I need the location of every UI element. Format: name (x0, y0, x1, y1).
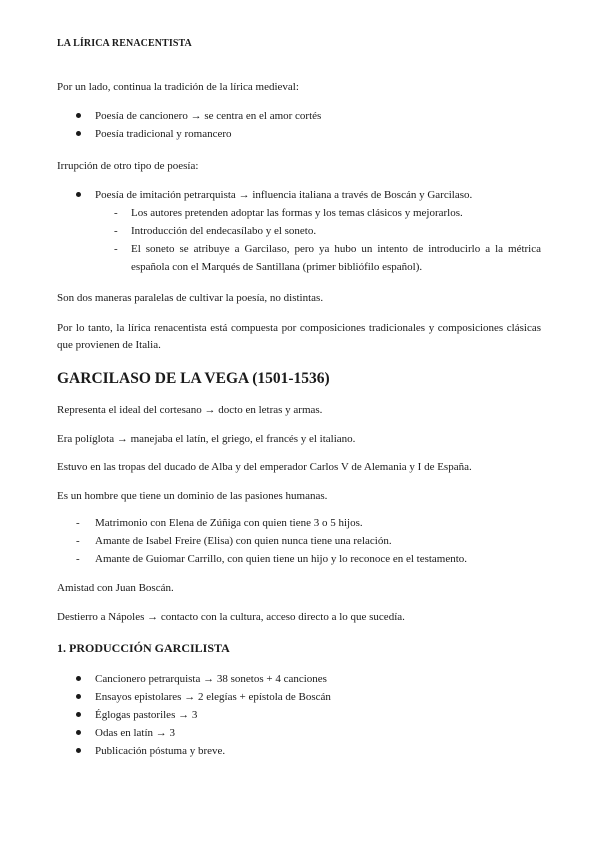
list-item: Poesía de imitación petrarquista → influencia italiana a través de Boscán y Garcilaso. (95, 189, 473, 201)
paragraph: Son dos maneras paralelas de cultivar la poesía, no distintas. (57, 292, 324, 304)
subsection-heading: 1. PRODUCCIÓN GARCILISTA (57, 641, 230, 655)
dash-bullet-icon: - (76, 553, 80, 565)
section-heading: GARCILASO DE LA VEGA (1501-1536) (57, 370, 330, 387)
page-title: LA LÍRICA RENACENTISTA (57, 38, 192, 49)
dash-bullet-icon: - (76, 517, 80, 529)
dash-bullet-icon: - (114, 243, 118, 255)
list-item: Amante de Isabel Freire (Elisa) con quien nunca tiene una relación. (95, 535, 392, 547)
bullet-icon (76, 694, 81, 699)
bullet-icon (76, 131, 81, 136)
dash-bullet-icon: - (76, 535, 80, 547)
list-item: Poesía de cancionero → se centra en el amor cortés (95, 110, 322, 122)
bullet-icon (76, 113, 81, 118)
dash-bullet-icon: - (114, 207, 118, 219)
intro-paragraph: Por un lado, continua la tradición de la lírica medieval: (57, 81, 299, 93)
list-item: Ensayos epistolares → 2 elegías + epístola de Boscán (95, 691, 331, 703)
sub-list-item: Los autores pretenden adoptar las formas y los temas clásicos y mejorarlos. (131, 207, 463, 219)
list-item: Poesía tradicional y romancero (95, 128, 232, 140)
list-item: Odas en latín → 3 (95, 727, 176, 739)
list-item: Églogas pastoriles → 3 (95, 709, 198, 721)
sub-list-item-continued: española con el Marqués de Santillana (primer bibliófilo español). (131, 261, 423, 273)
bullet-icon (76, 192, 81, 197)
list-item: Cancionero petrarquista → 38 sonetos + 4 canciones (95, 673, 327, 685)
paragraph: Representa el ideal del cortesano → docto en letras y armas. (57, 404, 323, 416)
bullet-icon (76, 730, 81, 735)
list-item: Amante de Guiomar Carrillo, con quien tiene un hijo y lo reconoce en el testamento. (95, 553, 468, 565)
paragraph: Por lo tanto, la lírica renacentista está compuesta por composiciones tradicionales y composiciones clásicas (57, 322, 541, 334)
irruption-paragraph: Irrupción de otro tipo de poesía: (57, 160, 199, 172)
paragraph: Amistad con Juan Boscán. (57, 582, 174, 594)
list-item: Matrimonio con Elena de Zúñiga con quien tiene 3 o 5 hijos. (95, 517, 363, 529)
bullet-icon (76, 676, 81, 681)
paragraph: Estuvo en las tropas del ducado de Alba y del emperador Carlos V de Alemania y I de España. (57, 461, 472, 473)
sub-list-item: Introducción del endecasílabo y el soneto. (131, 225, 317, 237)
dash-bullet-icon: - (114, 225, 118, 237)
list-item: Publicación póstuma y breve. (95, 745, 226, 757)
paragraph: Es un hombre que tiene un dominio de las pasiones humanas. (57, 490, 328, 502)
paragraph: Destierro a Nápoles → contacto con la cultura, acceso directo a lo que sucedía. (57, 611, 405, 623)
paragraph: Era políglota → manejaba el latín, el griego, el francés y el italiano. (57, 433, 356, 445)
paragraph-continued: que provienen de Italia. (57, 339, 161, 351)
sub-list-item: El soneto se atribuye a Garcilaso, pero ya hubo un intento de introducirlo a la métrica (131, 243, 541, 255)
bullet-icon (76, 748, 81, 753)
bullet-icon (76, 712, 81, 717)
